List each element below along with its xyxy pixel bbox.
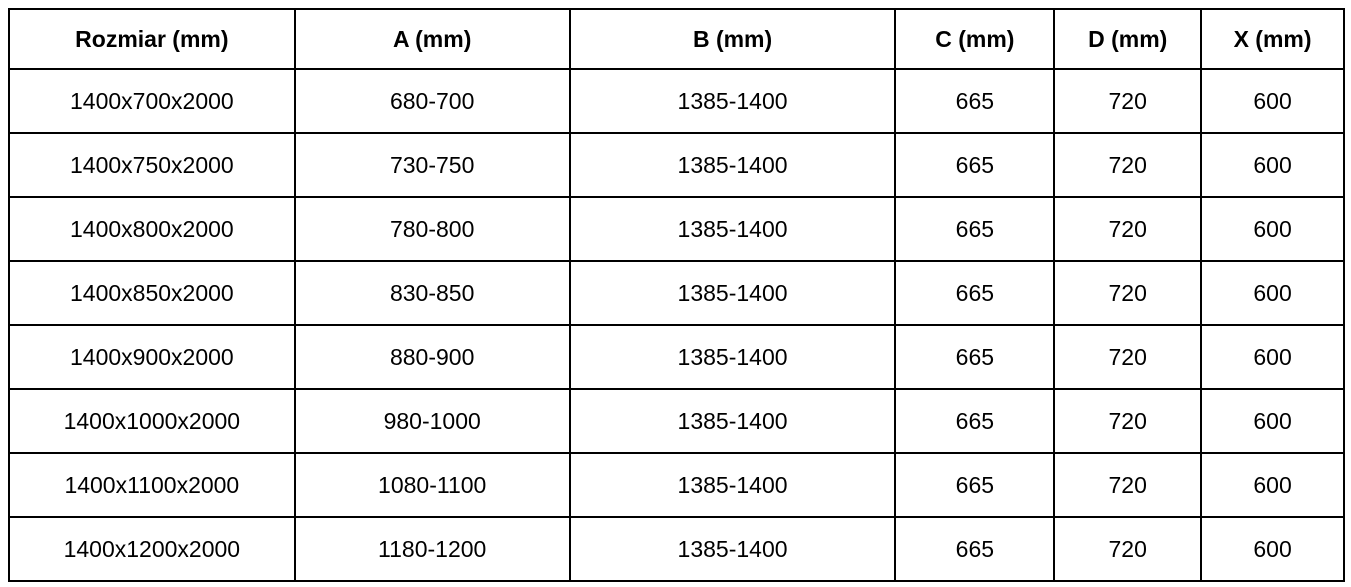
size-spec-table xyxy=(8,8,1345,582)
table-cell: 720 xyxy=(1054,453,1201,517)
table-cell: 1385-1400 xyxy=(570,453,896,517)
table-cell: 1385-1400 xyxy=(570,197,896,261)
header-row xyxy=(9,9,1344,69)
table-row xyxy=(9,325,1344,389)
table-cell: 680-700 xyxy=(295,69,570,133)
table-cell: 830-850 xyxy=(295,261,570,325)
table-cell: 1385-1400 xyxy=(570,389,896,453)
table-cell: 880-900 xyxy=(295,325,570,389)
table-cell: 665 xyxy=(895,389,1054,453)
table-cell: 1400x900x2000 xyxy=(9,325,295,389)
table-header xyxy=(9,9,1344,69)
table-cell: 720 xyxy=(1054,325,1201,389)
table-cell: 1385-1400 xyxy=(570,69,896,133)
table-body xyxy=(9,69,1344,581)
table-cell: 1400x700x2000 xyxy=(9,69,295,133)
table-cell: 600 xyxy=(1201,197,1344,261)
table-cell: 1400x1200x2000 xyxy=(9,517,295,581)
table-cell: 665 xyxy=(895,133,1054,197)
table-cell: 780-800 xyxy=(295,197,570,261)
table-cell: 665 xyxy=(895,69,1054,133)
table-cell: 730-750 xyxy=(295,133,570,197)
table-cell: 600 xyxy=(1201,517,1344,581)
column-header-a: A (mm) xyxy=(295,9,570,69)
column-header-d: D (mm) xyxy=(1054,9,1201,69)
table-cell: 665 xyxy=(895,517,1054,581)
table-cell: 720 xyxy=(1054,133,1201,197)
table-row xyxy=(9,517,1344,581)
table-row xyxy=(9,69,1344,133)
table-cell: 1385-1400 xyxy=(570,325,896,389)
table-cell: 720 xyxy=(1054,261,1201,325)
table-row xyxy=(9,261,1344,325)
table-cell: 665 xyxy=(895,261,1054,325)
table-cell: 665 xyxy=(895,197,1054,261)
table-cell: 1385-1400 xyxy=(570,261,896,325)
table-cell: 1400x800x2000 xyxy=(9,197,295,261)
table-cell: 600 xyxy=(1201,261,1344,325)
table-cell: 720 xyxy=(1054,69,1201,133)
table-cell: 665 xyxy=(895,453,1054,517)
table-cell: 720 xyxy=(1054,389,1201,453)
table-row xyxy=(9,389,1344,453)
table-cell: 1400x850x2000 xyxy=(9,261,295,325)
table-cell: 1385-1400 xyxy=(570,517,896,581)
table-cell: 980-1000 xyxy=(295,389,570,453)
table-row xyxy=(9,133,1344,197)
table-cell: 1400x1100x2000 xyxy=(9,453,295,517)
column-header-c: C (mm) xyxy=(895,9,1054,69)
table-cell: 600 xyxy=(1201,325,1344,389)
table-cell: 720 xyxy=(1054,197,1201,261)
table-cell: 1400x1000x2000 xyxy=(9,389,295,453)
table-cell: 600 xyxy=(1201,69,1344,133)
table-cell: 600 xyxy=(1201,453,1344,517)
table-cell: 600 xyxy=(1201,389,1344,453)
table-row xyxy=(9,453,1344,517)
table-cell: 720 xyxy=(1054,517,1201,581)
table-cell: 1080-1100 xyxy=(295,453,570,517)
table-cell: 1385-1400 xyxy=(570,133,896,197)
table-cell: 665 xyxy=(895,325,1054,389)
table-cell: 1400x750x2000 xyxy=(9,133,295,197)
column-header-rozmiar: Rozmiar (mm) xyxy=(9,9,295,69)
table-row xyxy=(9,197,1344,261)
column-header-b: B (mm) xyxy=(570,9,896,69)
column-header-x: X (mm) xyxy=(1201,9,1344,69)
table-cell: 600 xyxy=(1201,133,1344,197)
table-cell: 1180-1200 xyxy=(295,517,570,581)
